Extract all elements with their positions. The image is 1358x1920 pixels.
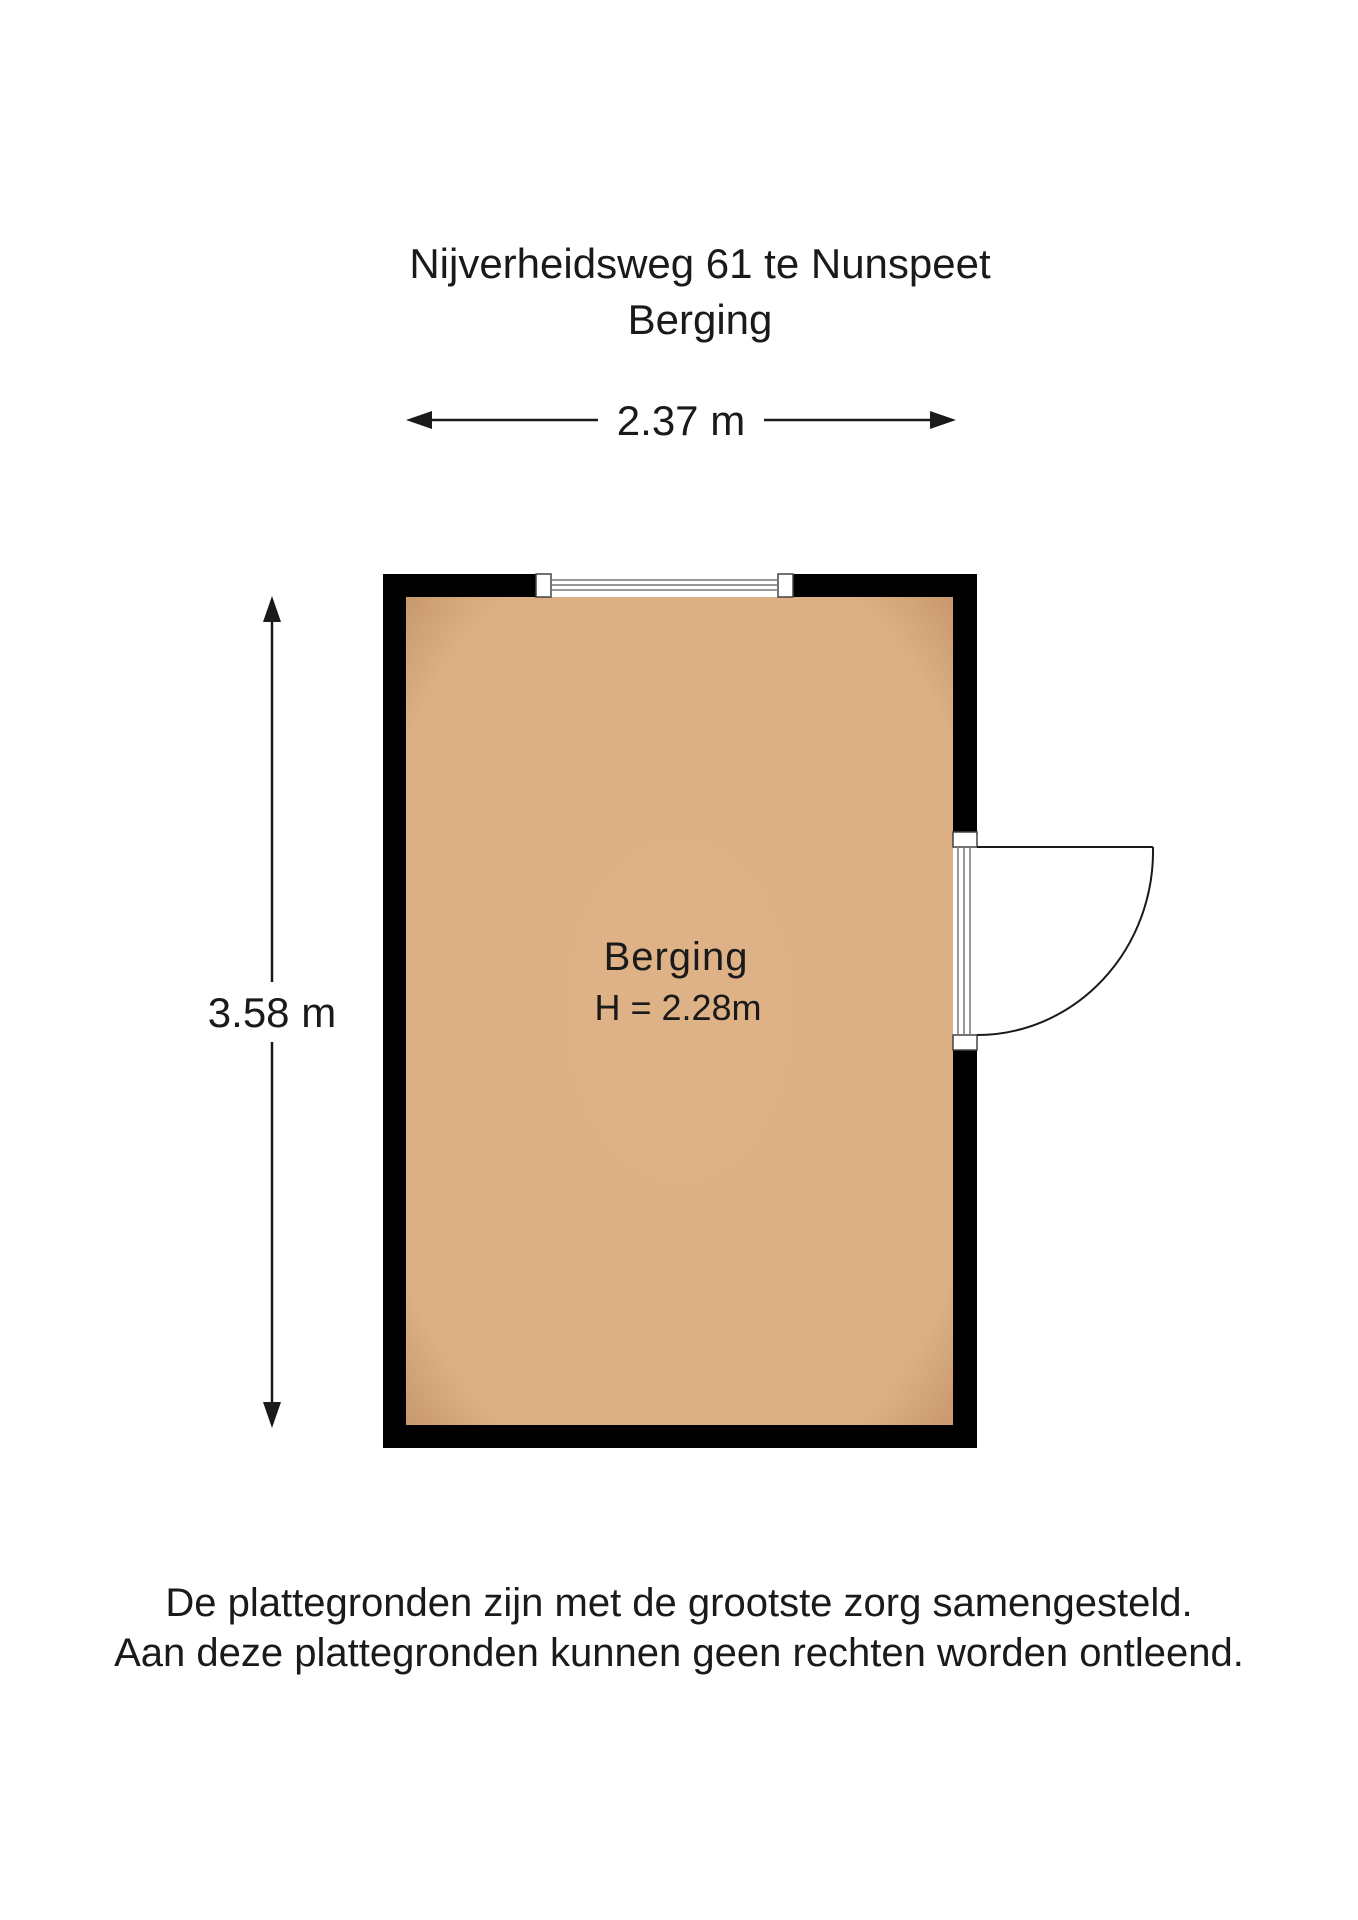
- width-dimension: [406, 397, 956, 444]
- address-title: Nijverheidsweg 61 te Nunspeet: [409, 240, 991, 287]
- window-jamb-right: [778, 574, 793, 597]
- disclaimer-line-2: Aan deze plattegronden kunnen geen rechten worden ontleend.: [114, 1631, 1244, 1675]
- depth-label: 3.58 m: [207, 989, 337, 1036]
- depth-dimension: [200, 596, 345, 1428]
- floor-title: Berging: [627, 296, 773, 343]
- disclaimer: [0, 1578, 1358, 1678]
- window-jamb-left: [536, 574, 551, 597]
- door-jamb-top: [953, 832, 977, 847]
- door-jamb-bottom: [953, 1035, 977, 1050]
- width-label: 2.37 m: [616, 397, 746, 444]
- disclaimer-line-1: De plattegronden zijn met de grootste zorg samengesteld.: [165, 1581, 1193, 1625]
- room-name: Berging: [603, 935, 749, 979]
- room-height: H = 2.28m: [594, 987, 762, 1028]
- width-arrow-right-icon: [930, 411, 956, 429]
- top-window: [536, 574, 793, 597]
- door-opening: [953, 832, 977, 1050]
- depth-arrow-bottom-icon: [263, 1402, 281, 1428]
- depth-arrow-top-icon: [263, 596, 281, 622]
- door-swing-arc: [977, 847, 1153, 1035]
- width-arrow-left-icon: [406, 411, 432, 429]
- right-door: [953, 832, 1153, 1050]
